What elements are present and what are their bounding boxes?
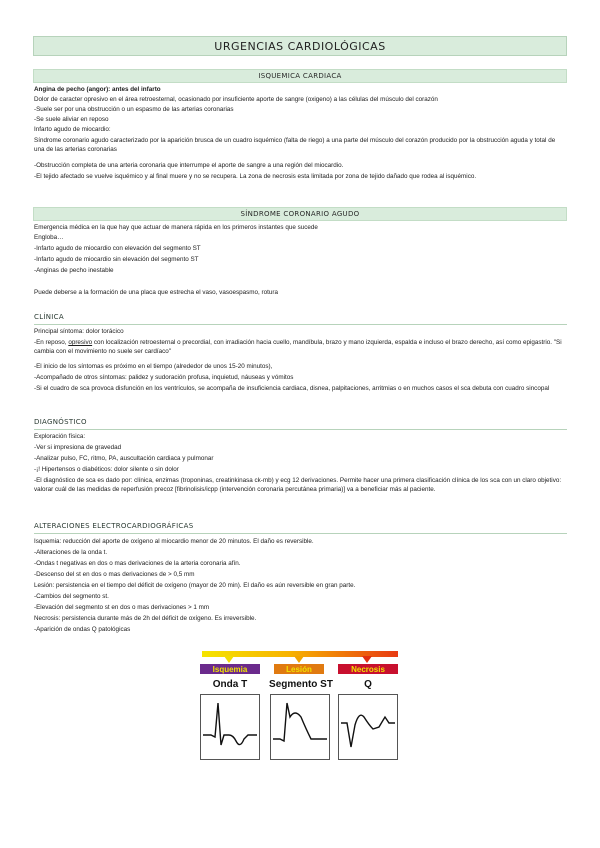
ecg-trace-onda-t xyxy=(200,694,260,760)
label-isquemia: Isquemia xyxy=(200,664,260,674)
text-line: -¡! Hipertensos o diabéticos: dolor silente o sin dolor xyxy=(34,466,179,473)
text-line: -Infarto agudo de miocardio con elevación del segmento ST xyxy=(34,245,201,252)
section-header-isquemia xyxy=(33,69,567,83)
arrow-down-icon xyxy=(224,656,234,663)
text-line: -Acompañado de otros síntomas: palidez y sudoración profusa, inquietud, náuseas y vómitos xyxy=(34,374,294,381)
text-line: Isquemia: reducción del aporte de oxígeno al miocardio menor de 20 minutos. El daño es reversible. xyxy=(34,538,314,545)
text-fragment: -En reposo, xyxy=(34,339,69,346)
ecg-figure xyxy=(196,647,404,763)
section-header-label: ISQUEMICA CARDIACA xyxy=(258,72,342,80)
text-line: -Obstrucción completa de una arteria coronaria que interrumpe el aporte de sangre a una región del miocardio. xyxy=(34,162,344,169)
text-line: Necrosis: persistencia durante más de 2h del déficit de oxígeno. Es irreversible. xyxy=(34,615,257,622)
section-title-diagnostico: DIAGNÓSTICO xyxy=(34,418,87,426)
arrow-down-icon xyxy=(362,656,372,663)
text-line: -Descenso del st en dos o mas derivaciones de > 0,5 mm xyxy=(34,571,195,578)
text-line: -El inicio de los síntomas es próximo en el tiempo (alrededor de unos 15-20 minutos), xyxy=(34,363,273,370)
section-header-sindrome xyxy=(33,207,567,221)
section-title-alteraciones: ALTERACIONES ELECTROCARDIOGRÁFICAS xyxy=(34,522,194,530)
text-line: -Analizar pulso, FC, ritmo, PA, auscultación cardiaca y pulmonar xyxy=(34,455,214,462)
divider xyxy=(34,324,567,325)
text-fragment: con localización retroesternal o precordial, con irradiación hacia cuello, mandíbula, brazo y mano izquierda, espalda e incluso el brazo derecho, así como epigastrio. "Si cambia con el movimiento no suele ser cardíaco" xyxy=(34,339,562,355)
caption-segmento-st: Segmento ST xyxy=(269,679,333,690)
section-title-clinica: CLÍNICA xyxy=(34,313,64,321)
label-necrosis: Necrosis xyxy=(338,664,398,674)
text-line: -Se suele aliviar en reposo xyxy=(34,116,109,123)
text-line: Emergencia médica en la que hay que actuar de manera rápida en los primeros instantes que sucede xyxy=(34,224,318,231)
text-line: -Ondas t negativas en dos o mas derivaciones de la arteria coronaria afín. xyxy=(34,560,241,567)
page-title: URGENCIAS CARDIOLÓGICAS xyxy=(214,39,386,53)
caption-q: Q xyxy=(364,679,372,690)
ecg-trace-segmento-st xyxy=(270,694,330,760)
arrow-down-icon xyxy=(294,656,304,663)
text-line: Angina de pecho (angor): antes del infarto xyxy=(34,86,161,93)
text-paragraph: -El diagnóstico de sca es dado por: clínica, enzimas (troponinas, creatinkinasa ck-mb) y ecg 12 derivaciones. Permite hacer una primera clasificación clínica de los sca con un claro objetivo: valorar cuál de las medidas de reperfusión precoz [fibrinolisis/icpp (intervención coronaria percutánea primaria)] va a beneficiar más al paciente. xyxy=(34,477,562,493)
ecg-trace-q xyxy=(338,694,398,760)
divider xyxy=(34,533,567,534)
text-line: Exploración física: xyxy=(34,433,86,440)
text-line: Lesión: persistencia en el tiempo del déficit de oxígeno (mayor de 20 min). El daño es aún reversible en gran parte. xyxy=(34,582,356,589)
divider xyxy=(34,429,567,430)
text-line: -Suele ser por una obstrucción o un espasmo de las arterias coronarias xyxy=(34,106,234,113)
text-paragraph: -El tejido afectado se vuelve isquémico y al final muere y no se recupera. La zona de necrosis esta limitada por zona de tejido dañado que rodea al isquémico. xyxy=(34,173,477,180)
text-paragraph: Síndrome coronario agudo caracterizado por la aparición brusca de un cuadro isquémico (falta de riego) a una parte del músculo del corazón producido por la obstrucción aguda y total de una de las arterias coronarias xyxy=(34,137,556,153)
text-line: Principal síntoma: dolor torácico xyxy=(34,328,124,335)
text-line: Engloba… xyxy=(34,234,64,241)
label-lesion: Lesión xyxy=(274,664,324,674)
text-line: -Aparición de ondas Q patológicas xyxy=(34,626,131,633)
text-line: Dolor de caracter opresivo en el área retroesternal, ocasionado por insuficiente aporte de sangre (oxigeno) a las células del músculo del corazón xyxy=(34,96,438,103)
caption-onda-t: Onda T xyxy=(212,679,248,690)
text-paragraph xyxy=(34,339,567,357)
text-line: Puede deberse a la formación de una placa que estrecha el vaso, vasoespasmo, rotura xyxy=(34,289,278,296)
text-line: -Elevación del segmento st en dos o mas derivaciones > 1 mm xyxy=(34,604,210,611)
text-line: -Infarto agudo de miocardio sin elevación del segmento ST xyxy=(34,256,199,263)
text-line: Infarto agudo de miocardio: xyxy=(34,126,111,133)
text-line: -Anginas de pecho inestable xyxy=(34,267,114,274)
text-line: -Cambios del segmento st. xyxy=(34,593,109,600)
text-line: -Alteraciones de la onda t. xyxy=(34,549,108,556)
title-banner xyxy=(33,36,567,56)
text-paragraph: -Si el cuadro de sca provoca disfunción en los ventrículos, se acompaña de insuficiencia cardiaca, disnea, palpitaciones, arritmias o en muchos casos el sca debuta con cuadro sincopal xyxy=(34,385,550,392)
underlined-word: opresivo xyxy=(68,339,93,346)
text-line: -Ver si impresiona de gravedad xyxy=(34,444,122,451)
section-header-label: SÍNDROME CORONARIO AGUDO xyxy=(240,210,360,218)
